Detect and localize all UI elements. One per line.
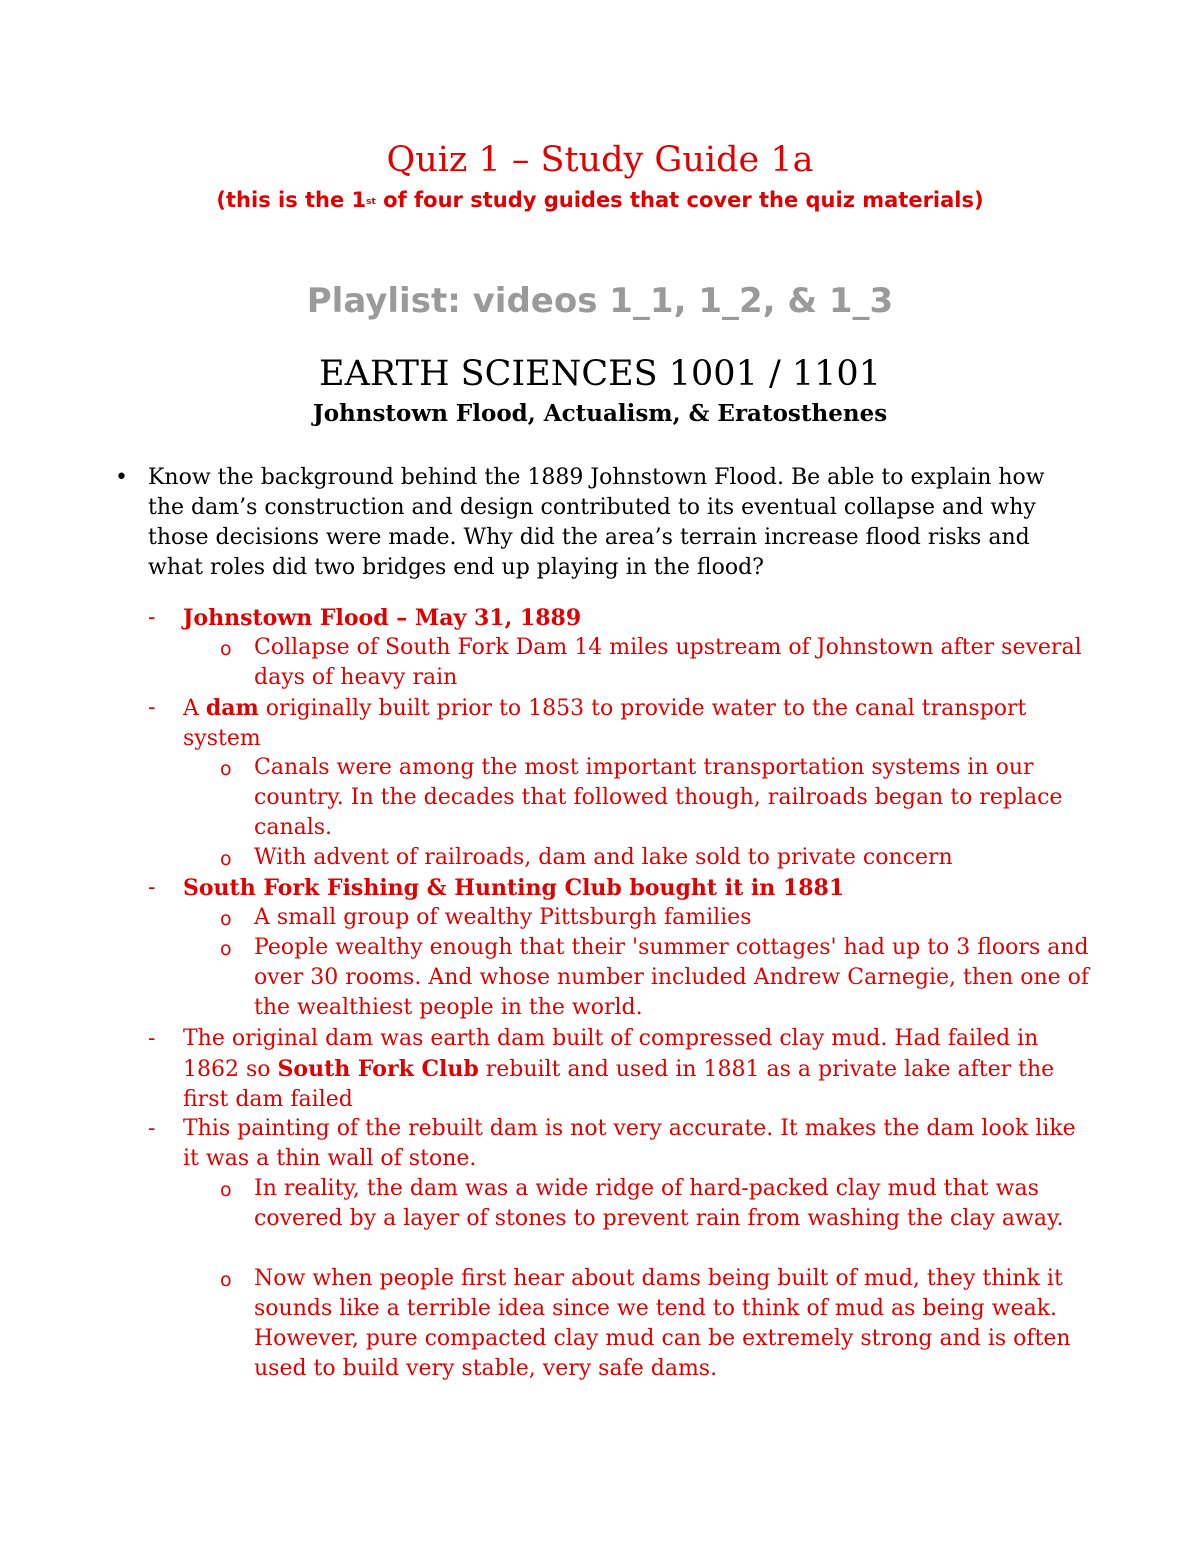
note-item bbox=[183, 693, 1093, 754]
question-bullet: • bbox=[115, 465, 128, 490]
circle-marker: o bbox=[220, 638, 232, 660]
note-bold: South Fork Club bbox=[277, 1056, 479, 1082]
note-text: originally built prior to 1853 to provide water to the canal transport system bbox=[183, 696, 1027, 751]
note-subitem: With advent of railroads, dam and lake sold to private concern bbox=[254, 845, 953, 870]
note-subitem: Canals were among the most important transportation systems in our country. In the decades that followed though, railroads began to replace canals. bbox=[254, 755, 1063, 840]
dash-marker: - bbox=[148, 1026, 156, 1051]
circle-marker: o bbox=[220, 908, 232, 930]
note-subitem: In reality, the dam was a wide ridge of hard-packed clay mud that was covered by a layer of stones to prevent rain from washing the clay away. bbox=[254, 1176, 1064, 1231]
dash-marker: - bbox=[148, 695, 156, 720]
playlist-heading: Playlist: videos 1_1, 1_2, & 1_3 bbox=[306, 281, 894, 321]
note-text: The original dam was earth dam built of compressed clay mud. Had failed in 1862 so bbox=[183, 1026, 1039, 1082]
circle-marker: o bbox=[220, 1179, 232, 1201]
note-subitem: Now when people first hear about dams being built of mud, they think it sounds like a terrible idea since we tend to think of mud as being weak. However, pure compacted clay mud can be extremely strong and is often used to build very stable, very safe dams. bbox=[254, 1266, 1071, 1381]
dash-marker: - bbox=[148, 605, 156, 630]
page-title: Quiz 1 – Study Guide 1a bbox=[386, 140, 814, 180]
subtitle-superscript: st bbox=[366, 197, 376, 207]
note-bold: dam bbox=[205, 695, 259, 721]
circle-marker: o bbox=[220, 758, 232, 780]
note-subitem: A small group of wealthy Pittsburgh families bbox=[254, 905, 752, 930]
note-item bbox=[183, 603, 1093, 634]
subtitle-post: of four study guides that cover the quiz materials) bbox=[375, 188, 984, 212]
dash-marker: - bbox=[148, 1116, 156, 1141]
circle-marker: o bbox=[220, 848, 232, 870]
course-heading: EARTH SCIENCES 1001 / 1101 bbox=[319, 354, 881, 394]
note-item bbox=[183, 873, 1093, 904]
question-text: Know the background behind the 1889 Johnstown Flood. Be able to explain how the dam’s construction and design contributed to its eventual collapse and why those decisions were made. Why did the area’s terrain increase flood risks and what roles did two bridges end up playing in the flood? bbox=[148, 465, 1045, 580]
note-bold: South Fork Fishing & Hunting Club bought it in 1881 bbox=[183, 875, 845, 901]
circle-marker: o bbox=[220, 938, 232, 960]
note-text: rebuilt and used in 1881 as a private lake after the first dam failed bbox=[183, 1057, 1055, 1112]
dash-marker: - bbox=[148, 875, 156, 900]
topics-heading: Johnstown Flood, Actualism, & Eratosthenes bbox=[312, 400, 888, 427]
page-subtitle bbox=[0, 186, 1200, 214]
circle-marker: o bbox=[220, 1269, 232, 1291]
note-bold: Johnstown Flood – May 31, 1889 bbox=[183, 605, 582, 631]
note-subitem: People wealthy enough that their 'summer cottages' had up to 3 floors and over 30 rooms. And whose number included Andrew Carnegie, then one of the wealthiest people in the world. bbox=[254, 935, 1090, 1020]
note-item: This painting of the rebuilt dam is not very accurate. It makes the dam look like it was a thin wall of stone. bbox=[183, 1116, 1076, 1171]
note-item bbox=[183, 1024, 1093, 1115]
subtitle-pre: (this is the 1 bbox=[216, 188, 367, 212]
note-text: A bbox=[183, 696, 206, 721]
note-subitem: Collapse of South Fork Dam 14 miles upstream of Johnstown after several days of heavy rain bbox=[254, 635, 1082, 690]
